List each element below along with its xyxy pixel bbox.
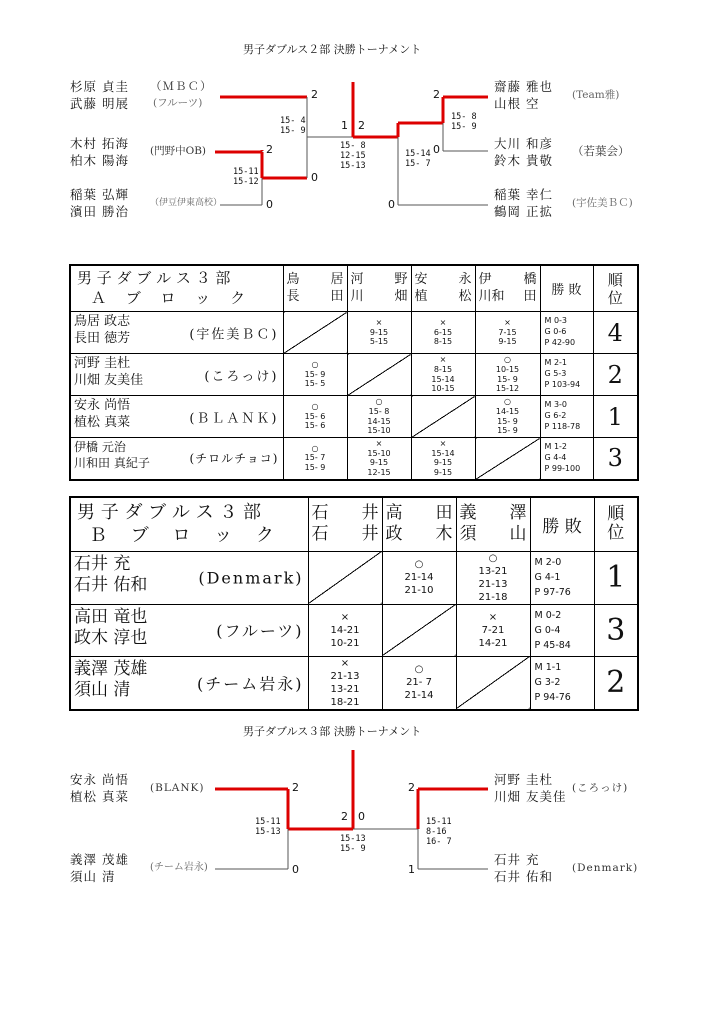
round-robin-table-a (69, 264, 639, 481)
t1-score-num: 2 (433, 88, 440, 101)
opp-char: 井 (361, 503, 379, 524)
table-a-player-cell (70, 312, 283, 354)
player-name: 政木 淳也 (74, 628, 148, 649)
win-loss: M 0-2 G 0-4 P 45-84 (530, 604, 594, 656)
t1-player3-name2: 濱田 勝治 (70, 204, 129, 219)
t1-score-num: 0 (433, 143, 440, 156)
table-row (70, 438, 638, 480)
match-result: × 9-15 5-15 (347, 312, 411, 354)
player-name: 安永 尚悟 (74, 398, 131, 413)
t2-player1-name2: 植松 真菜 (70, 789, 129, 804)
opp-char: 畑 (394, 288, 408, 304)
table-row (70, 604, 638, 656)
player-name: 川畑 友美佳 (74, 372, 144, 388)
t2-player3-club: (ころっけ) (572, 782, 629, 794)
player-name: 植松 真菜 (74, 414, 131, 430)
t1-match-score: 15-14 15- 7 (405, 149, 431, 169)
t1-player1-name1: 杉原 貞圭 (70, 79, 129, 94)
player-name: 川和田 真紀子 (74, 455, 150, 470)
self-match-cell (411, 396, 475, 438)
opp-char: 居 (330, 272, 344, 288)
rank: 3 (593, 438, 638, 480)
table-a-header (70, 265, 283, 312)
player-name: 石井 充 (74, 553, 131, 574)
opp-char: 高 (385, 503, 403, 524)
win-loss: M 1-1 G 3-2 P 94-76 (530, 656, 594, 710)
t1-player2-name2: 柏木 陽海 (70, 153, 129, 168)
player-name: 鳥居 政志 (74, 314, 131, 329)
player-club: (宇佐美ＢＣ) (189, 327, 279, 342)
opp-char: 石 (311, 524, 329, 545)
t1-player4-club: (Team雅) (572, 89, 620, 101)
t1-score-num: 0 (311, 171, 318, 184)
opp-char: 石 (311, 503, 329, 524)
t2-match-score: 15-11 8-16 16- 7 (426, 817, 452, 847)
t2-score-num: 1 (408, 863, 415, 876)
opp-char: 井 (361, 524, 379, 545)
self-match-cell (382, 604, 456, 656)
t1-player1-club: （ＭＢＣ） (150, 79, 213, 93)
opp-char: 植 (414, 288, 428, 304)
table-row (70, 354, 638, 396)
t1-match-score: 15- 8 15- 9 (451, 112, 477, 132)
t2-score-num: 2 (292, 781, 299, 794)
player-club: (ころっけ) (204, 369, 279, 384)
opp-char: 橋 (523, 272, 537, 288)
t2-score-num: 0 (358, 810, 365, 823)
match-result: ○ 21-14 21-10 (382, 551, 456, 604)
t1-score-num: 0 (266, 198, 273, 211)
match-result: ○ 15- 9 15- 5 (283, 354, 347, 396)
opp-char: 野 (394, 272, 408, 288)
table-a-opponent-header (411, 265, 475, 312)
rank-header-text: 順位 (607, 503, 625, 544)
match-result: ○ 21- 7 21-14 (382, 656, 456, 710)
table-b-player-cell (70, 551, 308, 604)
win-loss: M 2-0 G 4-1 P 97-76 (530, 551, 594, 604)
table-a-opponent-header (283, 265, 347, 312)
t2-player4-name1: 石井 充 (494, 852, 540, 867)
opp-char: 松 (458, 288, 472, 304)
match-result: ○ 10-15 15- 9 15-12 (475, 354, 540, 396)
table-b-player-cell (70, 656, 308, 710)
table-b-opponent-header (382, 497, 456, 551)
table-b-header (70, 497, 308, 551)
table-b-winloss-header: 勝 敗 (530, 497, 594, 551)
t1-player1-name2: 武藤 明展 (70, 96, 129, 111)
t1-player5-club: （若葉会） (572, 144, 630, 158)
opp-char: 木 (435, 524, 453, 545)
win-loss: M 0-3 G 0-6 P 42-90 (540, 312, 593, 354)
table-b-rank-header (594, 497, 638, 551)
t1-score-num: 2 (358, 119, 365, 132)
table-b-player-cell (70, 604, 308, 656)
table-row (70, 656, 638, 710)
opp-char: 政 (385, 524, 403, 545)
match-result: × 7-15 9-15 (475, 312, 540, 354)
rank: 3 (594, 604, 638, 656)
table-a-winloss-header: 勝 敗 (540, 265, 593, 312)
self-match-cell (475, 438, 540, 480)
opp-char: 永 (458, 272, 472, 288)
table-a-opponent-header (347, 265, 411, 312)
t2-player4-club: (Denmark) (572, 862, 639, 874)
win-loss: M 3-0 G 6-2 P 118-78 (540, 396, 593, 438)
t1-player6-name1: 稲葉 幸仁 (494, 187, 553, 202)
match-result: ○ 15- 8 14-15 15-10 (347, 396, 411, 438)
table-b-opponent-header (308, 497, 382, 551)
t1-player4-name2: 山根 空 (494, 96, 540, 111)
t2-player1-club: (BLANK) (150, 782, 205, 794)
opp-char: 安 (414, 272, 428, 288)
t1-score-num: 2 (311, 88, 318, 101)
t1-player5-name2: 鈴木 貴敬 (494, 153, 553, 168)
table-row (70, 551, 638, 604)
t1-player2-name1: 木村 拓海 (70, 136, 129, 151)
opp-char: 田 (523, 288, 537, 304)
t2-match-score: 15-13 15- 9 (340, 834, 366, 854)
t1-player1-club2: (フルーツ) (153, 97, 203, 109)
t2-match-score: 15-11 15-13 (255, 817, 281, 837)
opp-char: 義 (459, 503, 477, 524)
t1-player6-name2: 鶴岡 正拡 (494, 204, 553, 219)
player-club: (ＢＬＡＮＫ) (189, 411, 279, 426)
table-a-rank-header (593, 265, 638, 312)
table-a-player-cell (70, 354, 283, 396)
rank-header-text: 順位 (607, 270, 623, 307)
match-result: × 6-15 8-15 (411, 312, 475, 354)
table-a-header-line1: 男 子 ダ ブ ル ス ３ 部 (77, 269, 231, 287)
round-robin-table-b (69, 496, 639, 711)
self-match-cell (347, 354, 411, 396)
t1-player4-name1: 齋藤 雅也 (494, 79, 553, 94)
opp-char: 鳥 (286, 272, 300, 288)
opp-char: 長 (286, 288, 300, 304)
t1-match-score: 15- 4 15- 9 (280, 116, 306, 136)
table-row (70, 396, 638, 438)
t1-player6-club: (宇佐美ＢＣ) (572, 197, 633, 209)
match-result: ○ 15- 7 15- 9 (283, 438, 347, 480)
self-match-cell (456, 656, 530, 710)
t1-player3-club: （伊豆伊東高校） (150, 198, 223, 208)
match-result: × 21-13 13-21 18-21 (308, 656, 382, 710)
match-result: × 8-15 15-14 10-15 (411, 354, 475, 396)
opp-char: 田 (435, 503, 453, 524)
t2-player3-name2: 川畑 友美佳 (494, 789, 567, 804)
t1-score-num: 1 (341, 119, 348, 132)
t1-match-score: 15- 8 12-15 15-13 (340, 141, 366, 171)
t2-player4-name2: 石井 佑和 (494, 869, 553, 884)
t2-score-num: 2 (341, 810, 348, 823)
win-loss: M 2-1 G 5-3 P 103-94 (540, 354, 593, 396)
t1-match-score: 15-11 15-12 (233, 167, 259, 187)
rank: 2 (593, 354, 638, 396)
rank: 2 (594, 656, 638, 710)
player-name: 長田 徳芳 (74, 330, 131, 346)
match-result: ○ 15- 6 15- 6 (283, 396, 347, 438)
match-result: ○ 13-21 21-13 21-18 (456, 551, 530, 604)
t2-score-num: 0 (292, 863, 299, 876)
t2-score-num: 2 (408, 781, 415, 794)
opp-char: 須 (459, 524, 477, 545)
t2-player2-name1: 義澤 茂雄 (70, 852, 129, 867)
match-result: × 14-21 10-21 (308, 604, 382, 656)
player-club: (チロルチョコ) (189, 451, 279, 466)
self-match-cell (308, 551, 382, 604)
opp-char: 山 (509, 524, 527, 545)
table-a-player-cell (70, 438, 283, 480)
player-name: 伊橋 元治 (74, 440, 126, 454)
self-match-cell (283, 312, 347, 354)
table-b-header-line1: 男 子 ダ ブ ル ス ３ 部 (77, 502, 262, 523)
rank: 1 (593, 396, 638, 438)
t1-player2-club: (門野中OB) (150, 145, 207, 157)
tournament1-title: 男子ダブルス２部 決勝トーナメント (243, 43, 422, 56)
opp-char: 伊 (478, 272, 492, 288)
opp-char: 川 (350, 288, 364, 304)
player-club: (Denmark) (198, 568, 304, 588)
tournament2-title: 男子ダブルス３部 決勝トーナメント (243, 725, 422, 738)
match-result: × 15-14 9-15 9-15 (411, 438, 475, 480)
table-row (70, 312, 638, 354)
table-a-opponent-header (475, 265, 540, 312)
player-name: 河野 圭杜 (74, 356, 131, 371)
t1-player3-name1: 稲葉 弘輝 (70, 187, 129, 202)
opp-char: 河 (350, 272, 364, 288)
opp-char: 澤 (509, 503, 527, 524)
t2-player2-club: (チーム岩永) (150, 862, 208, 873)
t2-player1-name1: 安永 尚悟 (70, 772, 129, 787)
player-name: 石井 佑和 (74, 575, 148, 596)
table-a-header-line2: Ａ ブ ロ ッ ク (91, 288, 246, 307)
t1-score-num: 2 (266, 143, 273, 156)
t1-player5-name1: 大川 和彦 (494, 136, 553, 151)
match-result: × 15-10 9-15 12-15 (347, 438, 411, 480)
table-b-opponent-header (456, 497, 530, 551)
opp-char: 川和 (478, 288, 505, 304)
player-club: (チーム岩永) (197, 674, 304, 694)
opp-char: 田 (330, 288, 344, 304)
player-name: 高田 竜也 (74, 606, 148, 627)
match-result: ○ 14-15 15- 9 15- 9 (475, 396, 540, 438)
t1-score-num: 0 (388, 198, 395, 211)
player-club: (フルーツ) (216, 621, 304, 641)
t2-player2-name2: 須山 清 (70, 869, 116, 884)
match-result: × 7-21 14-21 (456, 604, 530, 656)
rank: 1 (594, 551, 638, 604)
t2-player3-name1: 河野 圭杜 (494, 772, 553, 787)
rank: 4 (593, 312, 638, 354)
table-a-player-cell (70, 396, 283, 438)
player-name: 須山 清 (74, 680, 131, 701)
table-b-header-line2: Ｂ ブ ロ ッ ク (89, 525, 274, 547)
win-loss: M 1-2 G 4-4 P 99-100 (540, 438, 593, 480)
player-name: 義澤 茂雄 (74, 658, 148, 679)
